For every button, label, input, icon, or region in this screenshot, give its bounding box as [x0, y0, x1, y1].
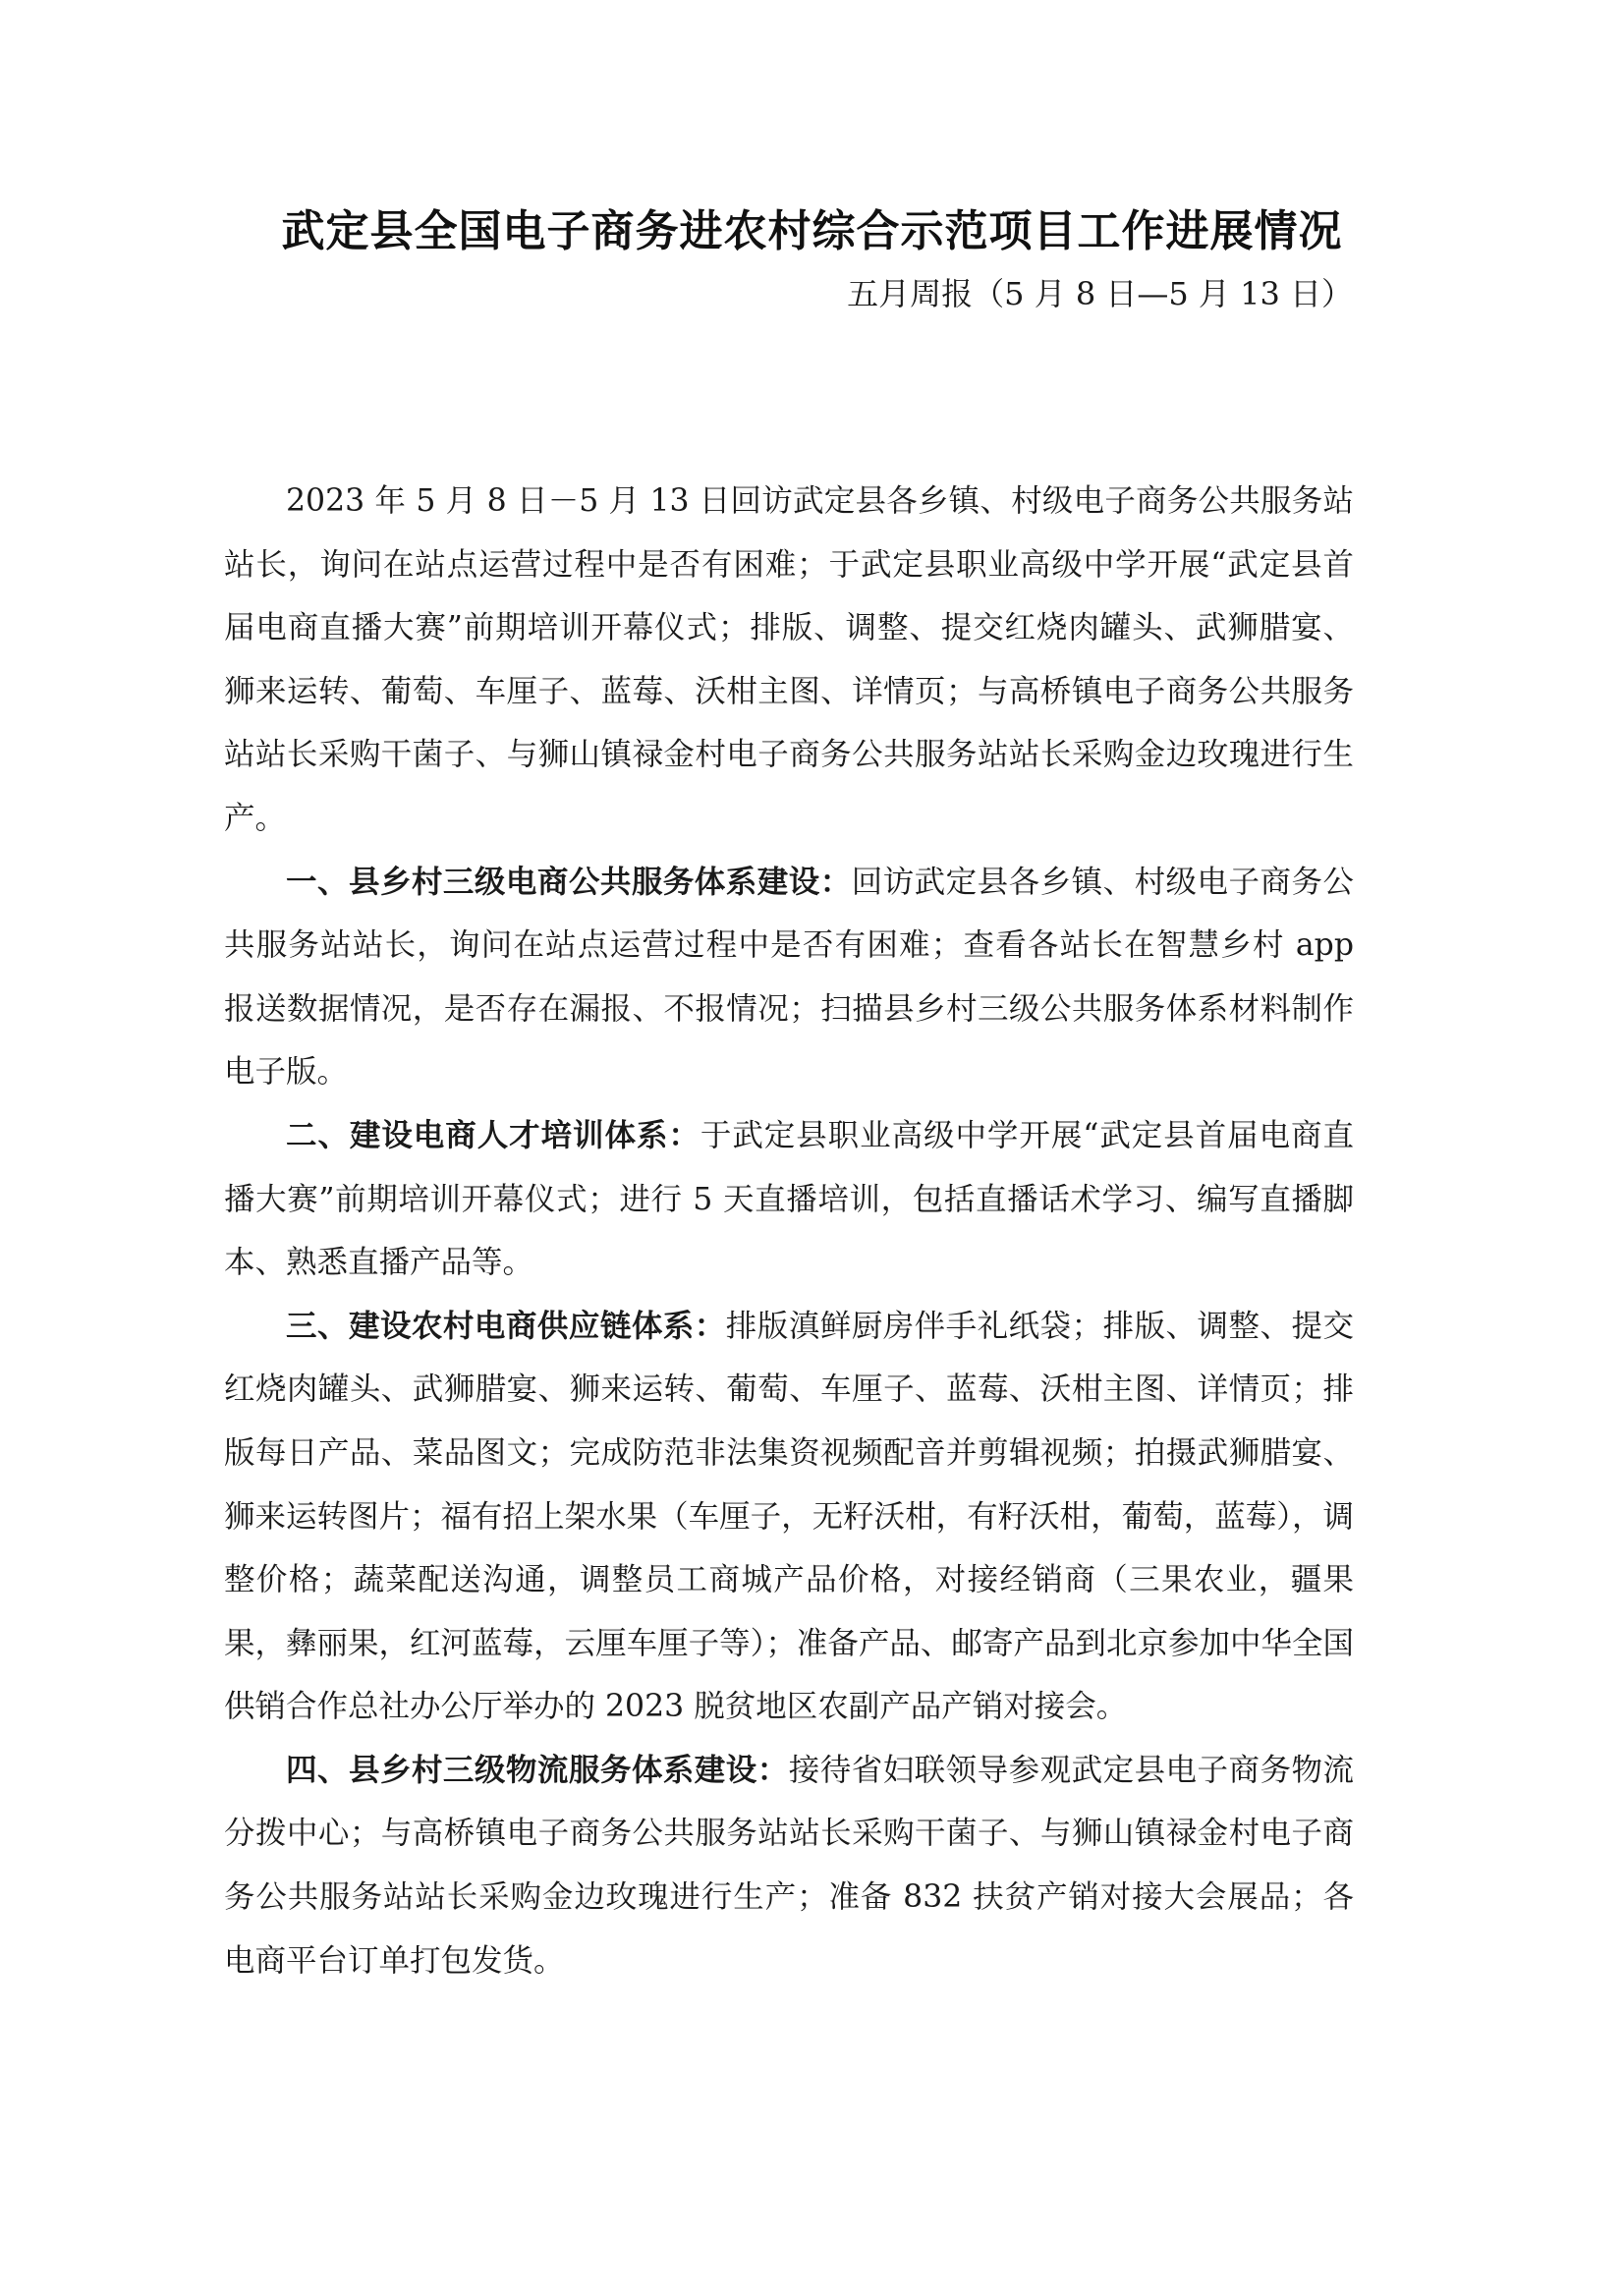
section-paragraph-1: [224, 851, 1354, 1104]
document-subtitle: 五月周报（5 月 8 日—5 月 13 日）: [847, 275, 1353, 312]
section-paragraph-4: [224, 1739, 1354, 1992]
section-text-2: 于武定县职业高级中学开展“武定县首届电商直播大赛”前期培训开幕仪式；进行 5 天直播培训，包括直播话术学习、编写直播脚本、熟悉直播产品等。: [224, 1117, 1354, 1281]
section-text-3: 排版滇鲜厨房伴手礼纸袋；排版、调整、提交红烧肉罐头、武狮腊宴、狮来运转、葡萄、车厘子、蓝莓、沃柑主图、详情页；排版每日产品、菜品图文；完成防范非法集资视频配音并剪辑视频；拍摄武狮腊宴、狮来运转图片；福有招上架水果（车厘子，无籽沃柑，有籽沃柑，葡萄，蓝莓），调整价格；蔬菜配送沟通，调整员工商城产品价格，对接经销商（三果农业，疆果果，彝丽果，红河蓝莓，云厘车厘子等）；准备产品、邮寄产品到北京参加中华全国供销合作总社办公厅举办的 2023 脱贫地区农副产品产销对接会。: [224, 1308, 1354, 1725]
section-text-1: 回访武定县各乡镇、村级电子商务公共服务站站长，询问在站点运营过程中是否有困难；查看各站长在智慧乡村 app 报送数据情况，是否存在漏报、不报情况；扫描县乡村三级公共服务体系材料制作电子版。: [224, 864, 1354, 1091]
section-paragraph-2: [224, 1104, 1354, 1295]
document-title: 武定县全国电子商务进农村综合示范项目工作进展情况: [281, 206, 1343, 256]
intro-paragraph: 2023 年 5 月 8 日－5 月 13 日回访武定县各乡镇、村级电子商务公共服务站站长，询问在站点运营过程中是否有困难；于武定县职业高级中学开展“武定县首届电商直播大赛”前期培训开幕仪式；排版、调整、提交红烧肉罐头、武狮腊宴、狮来运转、葡萄、车厘子、蓝莓、沃柑主图、详情页；与高桥镇电子商务公共服务站站长采购干菌子、与狮山镇禄金村电子商务公共服务站站长采购金边玫瑰进行生产。: [224, 483, 1354, 836]
section-paragraph-3: [224, 1295, 1354, 1739]
section-heading-3: 三、建设农村电商供应链体系：: [286, 1308, 726, 1344]
section-heading-2: 二、建设电商人才培训体系：: [286, 1117, 700, 1153]
section-heading-4: 四、县乡村三级物流服务体系建设：: [286, 1752, 789, 1788]
document-body: [224, 470, 1354, 1992]
section-heading-1: 一、县乡村三级电商公共服务体系建设：: [286, 864, 852, 900]
section-text-4: 接待省妇联领导参观武定县电子商务物流分拨中心；与高桥镇电子商务公共服务站站长采购干菌子、与狮山镇禄金村电子商务公共服务站站长采购金边玫瑰进行生产；准备 832 扶贫产销对接大会展品；各电商平台订单打包发货。: [224, 1752, 1354, 1979]
